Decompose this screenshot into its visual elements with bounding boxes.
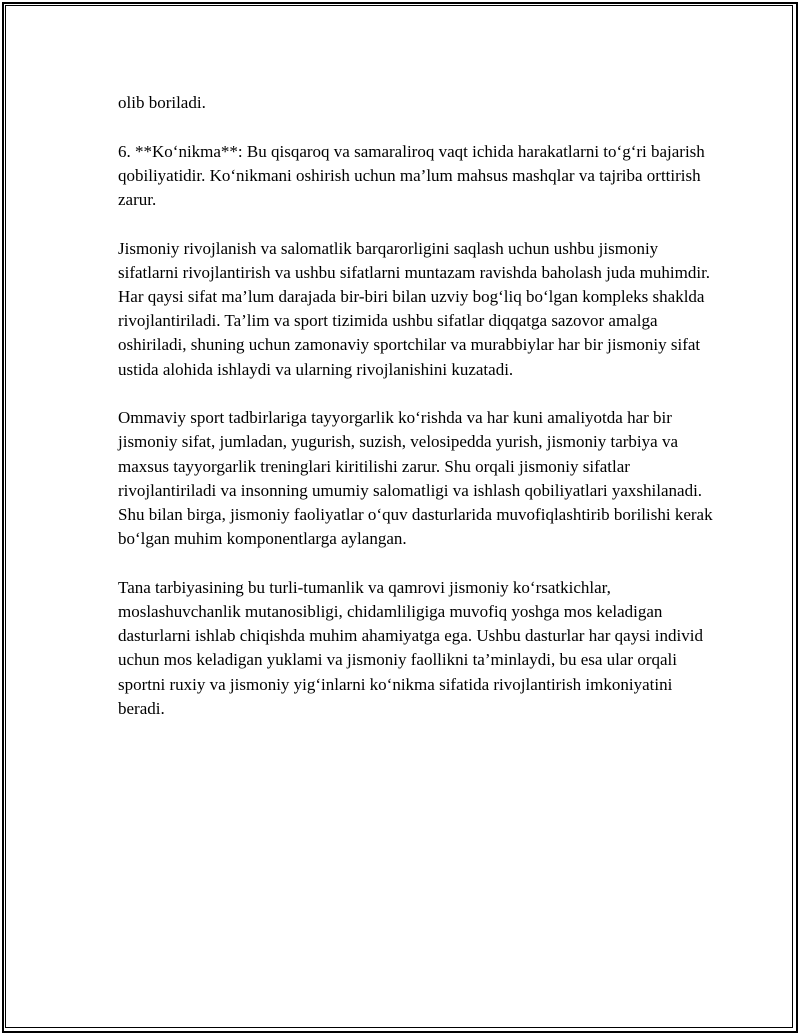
document-body [118,91,718,745]
paragraph-konikma: 6. **Ko‘nikma**: Bu qisqaroq va samaraliroq vaqt ichida harakatlarni to‘g‘ri bajarish qobiliyatidir. Ko‘nikmani oshirish uchun ma’lum mahsus mashqlar va tajriba orttirish zarur. [118,141,705,209]
paragraph-continuation: olib boriladi. [118,93,206,112]
paragraph-mass-sport: Ommaviy sport tadbirlariga tayyorgarlik ko‘rishda va har kuni amaliyotda har bir jismoniy sifat, jumladan, yugurish, suzish, velosipedda yurish, jismoniy tarbiya va maxsus tayyorgarlik treninglari kiritilishi zarur. Shu orqali jismoniy sifatlar rivojlantiriladi va insonning umumiy salomatligi va ishlash qobiliyatlari yaxshilanadi. Shu bilan birga, jismoniy faoliyatlar o‘quv dasturlarida muvofiqlashtirib borilishi kerak bo‘lgan muhim komponentlarga aylangan. [118,408,713,549]
paragraph-development: Jismoniy rivojlanish va salomatlik barqarorligini saqlash uchun ushbu jismoniy sifatlarni rivojlantirish va ushbu sifatlarni muntazam ravishda baholash juda muhimdir. Har qaysi sifat ma’lum darajada bir-biri bilan uzviy bog‘liq bo‘lgan kompleks shaklda rivojlantiriladi. Ta’lim va sport tizimida ushbu sifatlar diqqatga sazovor amalga oshiriladi, shuning uchun zamonaviy sportchilar va murabbiylar har bir jismoniy sifat ustida alohida ishlaydi va ularning rivojlanishini kuzatadi. [118,238,711,379]
paragraph-physical-education: Tana tarbiyasining bu turli-tumanlik va qamrovi jismoniy ko‘rsatkichlar, moslashuvchanlik mutanosibligi, chidamliligiga muvofiq yoshga mos keladigan dasturlarni ishlab chiqishda muhim ahamiyatga ega. Ushbu dasturlar har qaysi individ uchun mos keladigan yuklami va jismoniy faollikni ta’minlaydi, bu esa ular orqali sportni ruxiy va jismoniy yig‘inlarni ko‘nikma sifatida rivojlantirish imkoniyatini beradi. [118,577,703,718]
